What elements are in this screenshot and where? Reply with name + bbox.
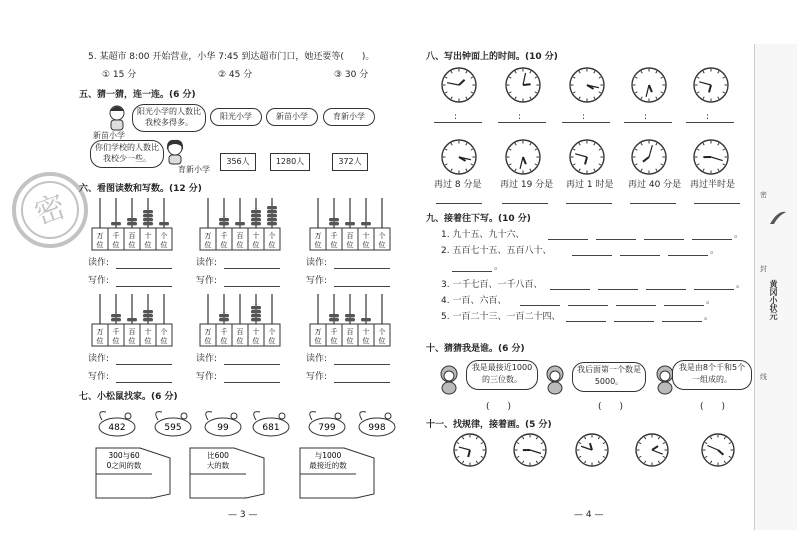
s8-row2-label-1: 再过 8 分是 (434, 180, 482, 190)
abacus-bead (345, 314, 355, 317)
place-label-top: 百 (346, 232, 354, 240)
place-label-bottom: 位 (220, 241, 228, 249)
abacus-3 (310, 196, 398, 252)
place-label-bottom: 位 (96, 241, 104, 249)
place-label-top: 百 (128, 232, 136, 240)
abacus-bead (251, 218, 261, 221)
place-label-top: 十 (362, 232, 370, 240)
place-label-bottom: 位 (236, 241, 244, 249)
s8-row2-label-5: 再过半时是 (690, 180, 736, 190)
abacus-bead (143, 214, 153, 217)
read-label: 读作: (88, 258, 110, 268)
squirrel-head (181, 413, 187, 419)
squirrel-number: 998 (368, 423, 386, 433)
abacus-bead (267, 214, 277, 217)
school-option-3[interactable]: 育新小学 (323, 108, 375, 126)
place-label-bottom: 位 (160, 337, 168, 345)
read-answer-line[interactable] (116, 268, 172, 269)
sequence-blank[interactable] (694, 289, 734, 290)
section6-title: 六、看图读数和写数。(12 分) (79, 184, 202, 194)
abacus-bead (345, 318, 355, 321)
clock-hour-hand (523, 84, 531, 85)
write-label: 写作: (196, 276, 218, 286)
sequence-blank[interactable] (644, 239, 684, 240)
clock-top-4xxx (630, 66, 668, 104)
q5-option-2: ② 45 分 (218, 70, 253, 80)
school-label-1: 新苗小学 (93, 131, 125, 140)
sequence-blank[interactable] (572, 255, 612, 256)
abacus-bead (251, 210, 261, 213)
write-answer-line[interactable] (334, 286, 390, 287)
s9-item-4: 4. 一百、六百、 (441, 296, 507, 306)
place-label-top: 十 (144, 232, 152, 240)
riddle-bubble-1: 我是最接近1000的三位数。 (466, 360, 538, 390)
sequence-end-mark: 。 (736, 280, 746, 290)
read-answer-line[interactable] (334, 364, 390, 365)
sequence-blank[interactable] (616, 305, 656, 306)
abacus-bead (127, 222, 137, 225)
place-label-top: 万 (204, 328, 212, 336)
squirrel-head (125, 413, 131, 419)
clock-top-3xx (568, 66, 606, 104)
section10-title: 十、猜猜我是谁。(6 分) (426, 344, 525, 354)
speech-bubble-2: 你们学校的人数比我校少一些。 (90, 140, 164, 168)
squirrel-2 (152, 410, 194, 438)
place-label-bottom: 位 (330, 241, 338, 249)
write-answer-line[interactable] (224, 286, 280, 287)
read-answer-line[interactable] (334, 268, 390, 269)
time-colon: : (518, 112, 522, 122)
read-answer-line[interactable] (116, 364, 172, 365)
place-label-top: 千 (112, 328, 120, 336)
place-label-bottom: 位 (112, 337, 120, 345)
school-option-1[interactable]: 阳光小学 (210, 108, 262, 126)
s8-row2-label-3: 再过 1 时是 (566, 180, 614, 190)
abacus-bead (251, 214, 261, 217)
write-label: 写作: (306, 276, 328, 286)
abacus-bead (219, 314, 229, 317)
sequence-end-mark: 。 (734, 230, 744, 240)
sequence-blank[interactable] (452, 271, 492, 272)
abacus-bead (251, 318, 261, 321)
squirrel-tail (360, 412, 366, 420)
riddle-answer-2[interactable]: ( ) (598, 402, 624, 412)
page-number-right: — 4 — (574, 510, 604, 520)
place-label-top: 万 (96, 328, 104, 336)
write-answer-line[interactable] (224, 382, 280, 383)
squirrel-number: 799 (318, 423, 336, 433)
place-label-bottom: 位 (314, 241, 322, 249)
clock-top-1 (440, 66, 478, 104)
time-colon: : (644, 112, 648, 122)
clock-mid-3yyyy (568, 138, 606, 176)
place-label-top: 百 (346, 328, 354, 336)
abacus-bead (329, 314, 339, 317)
write-label: 写作: (88, 276, 110, 286)
house-label: 比600 (207, 451, 229, 460)
monkey-body (658, 382, 672, 394)
place-label-bottom: 位 (252, 337, 260, 345)
abacus-bead (143, 314, 153, 317)
abacus-bead (219, 218, 229, 221)
read-label: 读作: (306, 258, 328, 268)
time-answer-line[interactable] (498, 122, 546, 123)
sequence-blank[interactable] (520, 305, 560, 306)
s9-item-1: 1. 九十五、九十六、 (441, 230, 525, 240)
place-label-bottom: 位 (378, 241, 386, 249)
sequence-end-mark: 。 (706, 296, 716, 306)
speech-bubble-1: 阳光小学的人数比我校多得多。 (132, 104, 206, 132)
write-answer-line[interactable] (334, 382, 390, 383)
squirrel-tail (206, 412, 212, 420)
section11-title: 十一、找规律，接着画。(5 分) (426, 420, 552, 430)
place-label-top: 千 (220, 232, 228, 240)
squirrel-head (335, 413, 341, 419)
abacus-bead (251, 314, 261, 317)
count-option-2[interactable]: 1280人 (270, 153, 310, 171)
place-label-top: 个 (378, 232, 386, 240)
place-label-top: 个 (268, 328, 276, 336)
time-colon: : (454, 112, 458, 122)
abacus-bead (267, 222, 277, 225)
abacus-bead (143, 210, 153, 213)
read-answer-line[interactable] (224, 364, 280, 365)
place-label-bottom: 位 (96, 337, 104, 345)
riddle-answer-1[interactable]: ( ) (486, 402, 512, 412)
clock-top-2x (504, 66, 542, 104)
place-label-top: 十 (252, 232, 260, 240)
place-label-top: 十 (252, 328, 260, 336)
place-label-bottom: 位 (144, 241, 152, 249)
riddle-answer-3[interactable]: ( ) (700, 402, 726, 412)
monkey-face (444, 371, 454, 381)
abacus-bead (345, 222, 355, 225)
confidential-stamp (10, 170, 90, 250)
riddle-bubble-2: 我后面第一个数是5000。 (572, 362, 646, 392)
pattern-clock-1 (452, 432, 488, 468)
clock-top-5xxxx (692, 66, 730, 104)
sequence-blank[interactable] (662, 321, 702, 322)
abacus-2 (200, 196, 288, 252)
sequence-blank[interactable] (568, 305, 608, 306)
sequence-blank[interactable] (620, 255, 660, 256)
abacus-bead (267, 218, 277, 221)
place-label-top: 万 (204, 232, 212, 240)
place-label-bottom: 位 (346, 337, 354, 345)
sequence-end-mark: 。 (494, 262, 504, 272)
abacus-bead (111, 318, 121, 321)
page-number-left: — 3 — (228, 510, 258, 520)
sequence-blank[interactable] (598, 289, 638, 290)
abacus-1 (92, 196, 180, 252)
abacus-bead (251, 310, 261, 313)
time-answer-line[interactable] (562, 122, 610, 123)
pattern-clock-2zz (512, 432, 548, 468)
clock-mid-2yyy (504, 138, 542, 176)
squirrel-tail (156, 412, 162, 420)
sequence-blank[interactable] (692, 239, 732, 240)
monkey-body (442, 382, 456, 394)
abacus-bead (251, 222, 261, 225)
squirrel-number: 99 (217, 423, 229, 433)
squirrel-6 (356, 410, 398, 438)
school-label-2: 育新小学 (178, 165, 210, 174)
sequence-end-mark: 。 (704, 312, 714, 322)
pattern-clock-3zzzz (574, 432, 610, 468)
house-label: 与1000 (314, 451, 342, 460)
place-label-bottom: 位 (204, 241, 212, 249)
house-1[interactable] (92, 444, 178, 502)
write-answer-line[interactable] (116, 286, 172, 287)
sequence-blank[interactable] (596, 239, 636, 240)
sequence-blank[interactable] (614, 321, 654, 322)
house-3[interactable] (296, 444, 382, 502)
write-label: 写作: (88, 372, 110, 382)
section9-title: 九、接着往下写。(10 分) (426, 214, 531, 224)
place-label-top: 百 (128, 328, 136, 336)
squirrel-number: 595 (164, 423, 182, 433)
s8-row2-label-4: 再过 40 分是 (628, 180, 682, 190)
read-label: 读作: (88, 354, 110, 364)
sequence-blank[interactable] (664, 305, 704, 306)
count-option-3[interactable]: 372人 (332, 153, 368, 171)
abacus-bead (219, 318, 229, 321)
q5-option-3: ③ 30 分 (334, 70, 369, 80)
house-label: 300与60 (108, 451, 140, 460)
monkey-body (548, 382, 562, 394)
count-option-1[interactable]: 356人 (220, 153, 256, 171)
q5-text: 5. 某超市 8:00 开始营业，小华 7:45 到达超市门口，她还要等( )。 (88, 52, 375, 62)
read-label: 读作: (196, 258, 218, 268)
section8-title: 八、写出钟面上的时间。(10 分) (426, 52, 558, 62)
monkey-2 (542, 364, 568, 394)
place-label-bottom: 位 (314, 337, 322, 345)
pattern-clock-5zzzzzzzz (700, 432, 736, 468)
q5-option-1: ① 15 分 (102, 70, 137, 80)
clock-mid-1yy (440, 138, 478, 176)
riddle-bubble-3: 我是由8个千和5个一组成的。 (672, 360, 752, 390)
sequence-end-mark: 。 (710, 246, 720, 256)
place-label-top: 个 (160, 232, 168, 240)
abacus-bead (361, 318, 371, 321)
squirrel-head (385, 413, 391, 419)
brand-logo-icon (768, 208, 788, 228)
seal-char-1: 密 (760, 191, 767, 199)
place-label-bottom: 位 (128, 337, 136, 345)
place-label-bottom: 位 (128, 241, 136, 249)
squirrel-5 (306, 410, 348, 438)
house-label: 0之间的数 (106, 461, 142, 470)
place-label-top: 万 (96, 232, 104, 240)
write-label: 写作: (306, 372, 328, 382)
time-answer-line[interactable] (686, 122, 734, 123)
squirrel-head (231, 413, 237, 419)
s9-item-3: 3. 一千七百、一千八百、 (441, 280, 543, 290)
place-label-bottom: 位 (144, 337, 152, 345)
abacus-5 (200, 292, 288, 348)
abacus-bead (143, 222, 153, 225)
sequence-blank[interactable] (566, 321, 606, 322)
abacus-6 (310, 292, 398, 348)
abacus-bead (127, 318, 137, 321)
squirrel-3 (202, 410, 244, 438)
place-label-top: 百 (236, 328, 244, 336)
squirrel-head (279, 413, 285, 419)
place-label-bottom: 位 (346, 241, 354, 249)
boy-illustration (106, 104, 128, 130)
write-answer-line[interactable] (116, 382, 172, 383)
place-label-bottom: 位 (268, 337, 276, 345)
place-label-top: 百 (236, 232, 244, 240)
time-answer-line[interactable] (624, 122, 672, 123)
monkey-face (550, 371, 560, 381)
house-2[interactable] (186, 444, 272, 502)
abacus-bead (143, 310, 153, 313)
squirrel-number: 681 (262, 423, 280, 433)
clock-mid-4yyyyy (630, 138, 668, 176)
sequence-blank[interactable] (668, 255, 708, 256)
abacus-bead (329, 318, 339, 321)
place-label-top: 十 (362, 328, 370, 336)
monkey-face (660, 371, 670, 381)
house-label: 大的数 (206, 461, 230, 470)
place-label-top: 千 (220, 328, 228, 336)
squirrel-1 (96, 410, 138, 438)
sequence-blank[interactable] (646, 289, 686, 290)
read-answer-line[interactable] (224, 268, 280, 269)
abacus-bead (235, 222, 245, 225)
brand-name: 黄冈小状元 (769, 280, 778, 320)
squirrel-tail (310, 412, 316, 420)
place-label-top: 十 (144, 328, 152, 336)
time-answer-line[interactable] (434, 122, 482, 123)
section7-title: 七、小松鼠找家。(6 分) (79, 392, 178, 402)
abacus-bead (267, 210, 277, 213)
abacus-bead (329, 218, 339, 221)
place-label-bottom: 位 (252, 241, 260, 249)
s9-item-2: 2. 五百七十五、五百八十、 (441, 246, 552, 256)
abacus-bead (159, 222, 169, 225)
abacus-bead (251, 306, 261, 309)
abacus-bead (267, 206, 277, 209)
school-option-2[interactable]: 新苗小学 (266, 108, 318, 126)
place-label-bottom: 位 (362, 241, 370, 249)
place-label-top: 万 (314, 328, 322, 336)
squirrel-tail (100, 412, 106, 420)
place-label-top: 千 (112, 232, 120, 240)
girl-illustration (164, 138, 186, 164)
abacus-4 (92, 292, 180, 348)
place-label-bottom: 位 (112, 241, 120, 249)
time-colon: : (582, 112, 586, 122)
abacus-bead (219, 222, 229, 225)
place-label-bottom: 位 (160, 241, 168, 249)
sequence-blank[interactable] (550, 289, 590, 290)
place-label-bottom: 位 (204, 337, 212, 345)
place-label-top: 千 (330, 232, 338, 240)
abacus-bead (111, 314, 121, 317)
write-label: 写作: (196, 372, 218, 382)
squirrel-tail (254, 412, 260, 420)
place-label-bottom: 位 (378, 337, 386, 345)
seal-char-3: 线 (760, 373, 767, 381)
place-label-top: 个 (268, 232, 276, 240)
house-label: 最接近的数 (309, 461, 347, 470)
place-label-top: 个 (160, 328, 168, 336)
squirrel-number: 482 (108, 423, 126, 433)
place-label-bottom: 位 (362, 337, 370, 345)
pattern-clock-4zzzzzz (634, 432, 670, 468)
squirrel-4 (250, 410, 292, 438)
stamp-text: 密 (30, 188, 71, 233)
abacus-bead (111, 222, 121, 225)
sequence-blank[interactable] (548, 239, 588, 240)
seal-char-2: 封 (760, 265, 767, 273)
time-colon: : (706, 112, 710, 122)
s8-row2-label-2: 再过 19 分是 (500, 180, 554, 190)
place-label-top: 千 (330, 328, 338, 336)
abacus-bead (361, 222, 371, 225)
abacus-bead (143, 218, 153, 221)
place-label-top: 个 (378, 328, 386, 336)
read-label: 读作: (306, 354, 328, 364)
clock-mid-5yyyyyy (692, 138, 730, 176)
place-label-bottom: 位 (236, 337, 244, 345)
monkey-1 (436, 364, 462, 394)
place-label-bottom: 位 (268, 241, 276, 249)
s9-item-5: 5. 一百二十三、一百二十四、 (441, 312, 561, 322)
place-label-bottom: 位 (220, 337, 228, 345)
abacus-bead (127, 218, 137, 221)
section5-title: 五、猜一猜，连一连。(6 分) (79, 90, 196, 100)
abacus-bead (143, 318, 153, 321)
abacus-bead (329, 222, 339, 225)
place-label-top: 万 (314, 232, 322, 240)
place-label-bottom: 位 (330, 337, 338, 345)
read-label: 读作: (196, 354, 218, 364)
